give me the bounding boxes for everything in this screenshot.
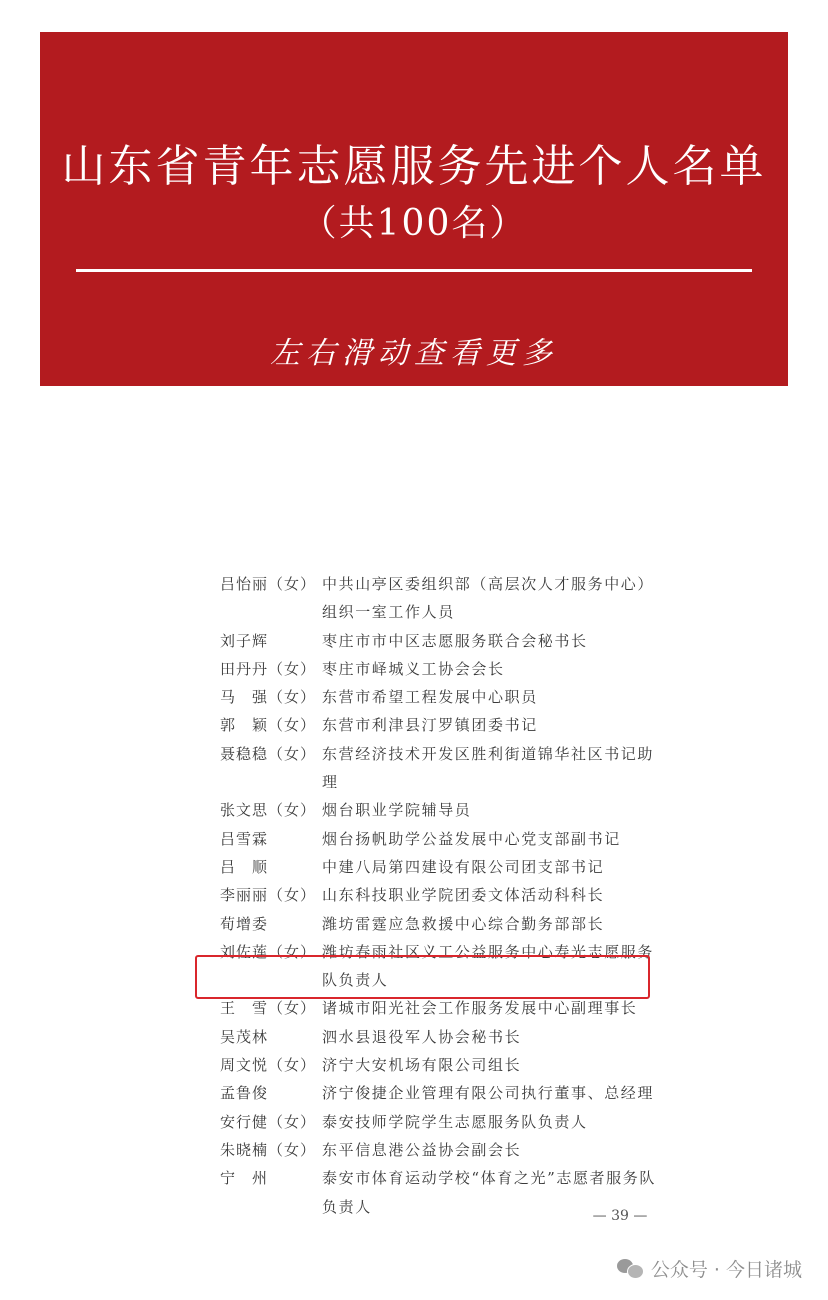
honoree-name: 张文思（女） xyxy=(220,801,317,820)
list-item xyxy=(220,1079,660,1107)
honoree-organization: 泗水县退役军人协会秘书长 xyxy=(322,1027,522,1046)
account-watermark xyxy=(617,1253,802,1283)
highlight-box xyxy=(195,955,650,999)
list-item xyxy=(220,740,660,797)
list-item xyxy=(220,1108,660,1136)
list-item xyxy=(220,1023,660,1051)
list-item xyxy=(220,683,660,711)
honoree-organization: 诸城市阳光社会工作服务发展中心副理事长 xyxy=(322,999,638,1018)
page-subtitle: （共100名） xyxy=(300,203,528,244)
honoree-name: 吕 顺 xyxy=(220,857,269,876)
list-item xyxy=(220,910,660,938)
honoree-name: 周文悦（女） xyxy=(220,1056,317,1075)
list-item xyxy=(220,853,660,881)
page-number: — 39 — xyxy=(592,1208,648,1224)
list-item xyxy=(220,825,660,853)
honoree-organization: 枣庄市市中区志愿服务联合会秘书长 xyxy=(322,631,588,650)
swipe-hint: 左右滑动查看更多 xyxy=(270,336,558,371)
honoree-organization: 中建八局第四建设有限公司团支部书记 xyxy=(322,857,605,876)
honoree-organization: 潍坊春雨社区义工公益服务中心寿光志愿服务队负责人 xyxy=(322,942,655,990)
honoree-name: 聂稳稳（女） xyxy=(220,744,317,763)
honoree-name: 李丽丽（女） xyxy=(220,886,317,905)
list-item xyxy=(220,881,660,909)
list-item xyxy=(220,1051,660,1079)
honoree-organization: 泰安市体育运动学校“体育之光”志愿者服务队负责人 xyxy=(322,1169,656,1216)
list-item xyxy=(220,570,660,627)
honoree-organization: 烟台职业学院辅导员 xyxy=(322,801,472,820)
honoree-name: 荀增委 xyxy=(220,914,269,933)
honoree-name: 吴茂林 xyxy=(220,1027,269,1046)
honoree-name: 孟鲁俊 xyxy=(220,1084,269,1103)
header-banner xyxy=(40,32,788,386)
honoree-organization: 济宁俊捷企业管理有限公司执行董事、总经理 xyxy=(322,1084,655,1103)
page-title: 山东省青年志愿服务先进个人名单 xyxy=(61,141,767,192)
honoree-name: 刘佐莲（女） xyxy=(220,942,317,961)
list-item xyxy=(220,655,660,683)
list-item xyxy=(220,1136,660,1164)
honoree-organization: 东平信息港公益协会副会长 xyxy=(322,1140,522,1159)
honoree-name: 朱晓楠（女） xyxy=(220,1140,317,1159)
honoree-organization: 烟台扬帆助学公益发展中心党支部副书记 xyxy=(322,829,621,848)
honoree-name: 马 强（女） xyxy=(220,688,317,707)
honoree-organization: 东营市利津县汀罗镇团委书记 xyxy=(322,716,538,735)
honoree-organization: 东营经济技术开发区胜利街道锦华社区书记助理 xyxy=(322,744,655,792)
honoree-name: 吕怡丽（女） xyxy=(220,575,317,593)
honoree-organization: 潍坊雷霆应急救援中心综合勤务部部长 xyxy=(322,914,605,933)
honoree-name: 宁 州 xyxy=(220,1169,269,1188)
honoree-organization: 济宁大安机场有限公司组长 xyxy=(322,1056,522,1075)
honoree-organization: 泰安技师学院学生志愿服务队负责人 xyxy=(322,1112,588,1131)
honoree-name: 王 雪（女） xyxy=(220,999,317,1018)
honoree-name: 郭 颖（女） xyxy=(220,716,317,735)
honoree-name: 田丹丹（女） xyxy=(220,659,317,678)
honoree-organization: 中共山亭区委组织部（高层次人才服务中心）组织一室工作人员 xyxy=(322,575,655,622)
list-item xyxy=(220,711,660,739)
wechat-icon xyxy=(617,1257,643,1279)
list-item xyxy=(220,796,660,824)
banner-divider xyxy=(76,269,752,272)
honoree-name: 吕雪霖 xyxy=(220,829,269,848)
honoree-name: 安行健（女） xyxy=(220,1112,317,1131)
list-item xyxy=(220,627,660,655)
honoree-list xyxy=(220,570,660,1221)
honoree-organization: 山东科技职业学院团委文体活动科科长 xyxy=(322,886,605,905)
honoree-organization: 东营市希望工程发展中心职员 xyxy=(322,688,538,707)
honoree-name: 刘子辉 xyxy=(220,631,269,650)
watermark-text: 公众号 · 今日诸城 xyxy=(650,1258,802,1281)
honoree-organization: 枣庄市峄城义工协会会长 xyxy=(322,659,505,678)
